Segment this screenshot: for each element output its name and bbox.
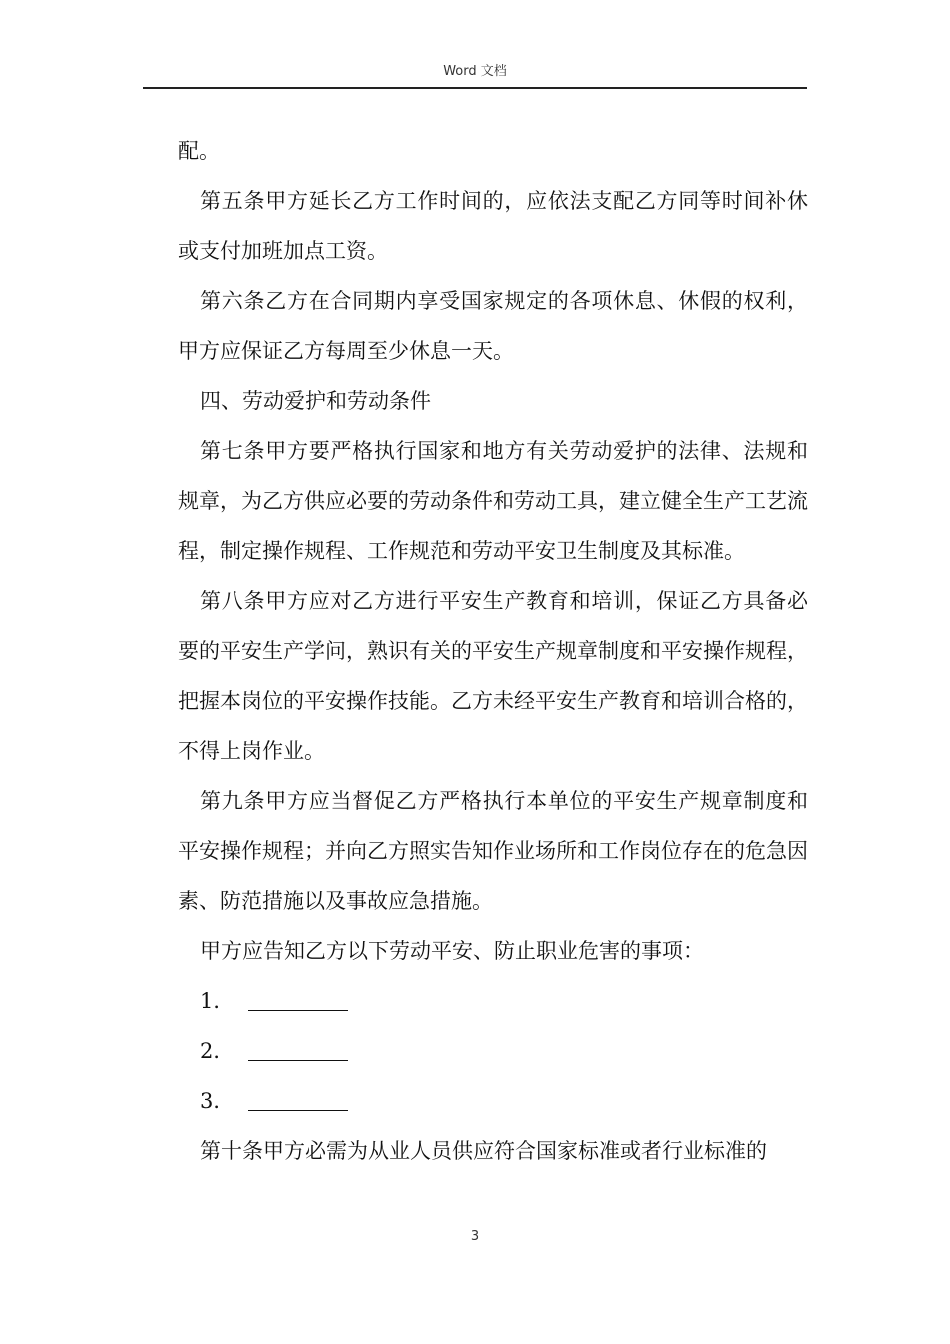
paragraph-article-5: 第五条甲方延长乙方工作时间的，应依法支配乙方同等时间补休或支付加班加点工资。 xyxy=(178,189,808,263)
fill-in-blank xyxy=(248,989,348,1011)
page-header: Word 文档 xyxy=(443,64,507,79)
paragraph-article-7: 第七条甲方要严格执行国家和地方有关劳动爱护的法律、法规和规章，为乙方供应必要的劳动条件和劳动工具，建立健全生产工艺流程，制定操作规程、工作规范和劳动平安卫生制度及其标准。 xyxy=(178,439,808,563)
list-item-number: 3． xyxy=(200,1089,235,1113)
paragraph-article-8: 第八条甲方应对乙方进行平安生产教育和培训，保证乙方具备必要的平安生产学问，熟识有关的平安生产规章制度和平安操作规程，把握本岗位的平安操作技能。乙方未经平安生产教育和培训合格的，不得上岗作业。 xyxy=(178,589,808,763)
list-item xyxy=(178,1076,808,1126)
paragraph-continuation: 配。 xyxy=(178,139,220,163)
paragraph-article-9: 第九条甲方应当督促乙方严格执行本单位的平安生产规章制度和平安操作规程；并向乙方照实告知作业场所和工作岗位存在的危急因素、防范措施以及事故应急措施。 xyxy=(178,789,808,913)
list-item xyxy=(178,1026,808,1076)
section-heading-4: 四、劳动爱护和劳动条件 xyxy=(200,389,431,413)
paragraph-article-10: 第十条甲方必需为从业人员供应符合国家标准或者行业标准的 xyxy=(200,1139,767,1163)
fill-in-blank xyxy=(248,1039,348,1061)
list-item-number: 2． xyxy=(200,1039,235,1063)
page-number: 3 xyxy=(470,1229,480,1244)
list-item-number: 1． xyxy=(200,989,235,1013)
header-rule xyxy=(143,87,807,89)
list-item xyxy=(178,976,808,1026)
document-body xyxy=(178,126,808,1176)
fill-in-blank xyxy=(248,1089,348,1111)
paragraph-article-6: 第六条乙方在合同期内享受国家规定的各项休息、休假的权利，甲方应保证乙方每周至少休息一天。 xyxy=(178,289,808,363)
paragraph-notification: 甲方应告知乙方以下劳动平安、防止职业危害的事项： xyxy=(200,939,704,963)
